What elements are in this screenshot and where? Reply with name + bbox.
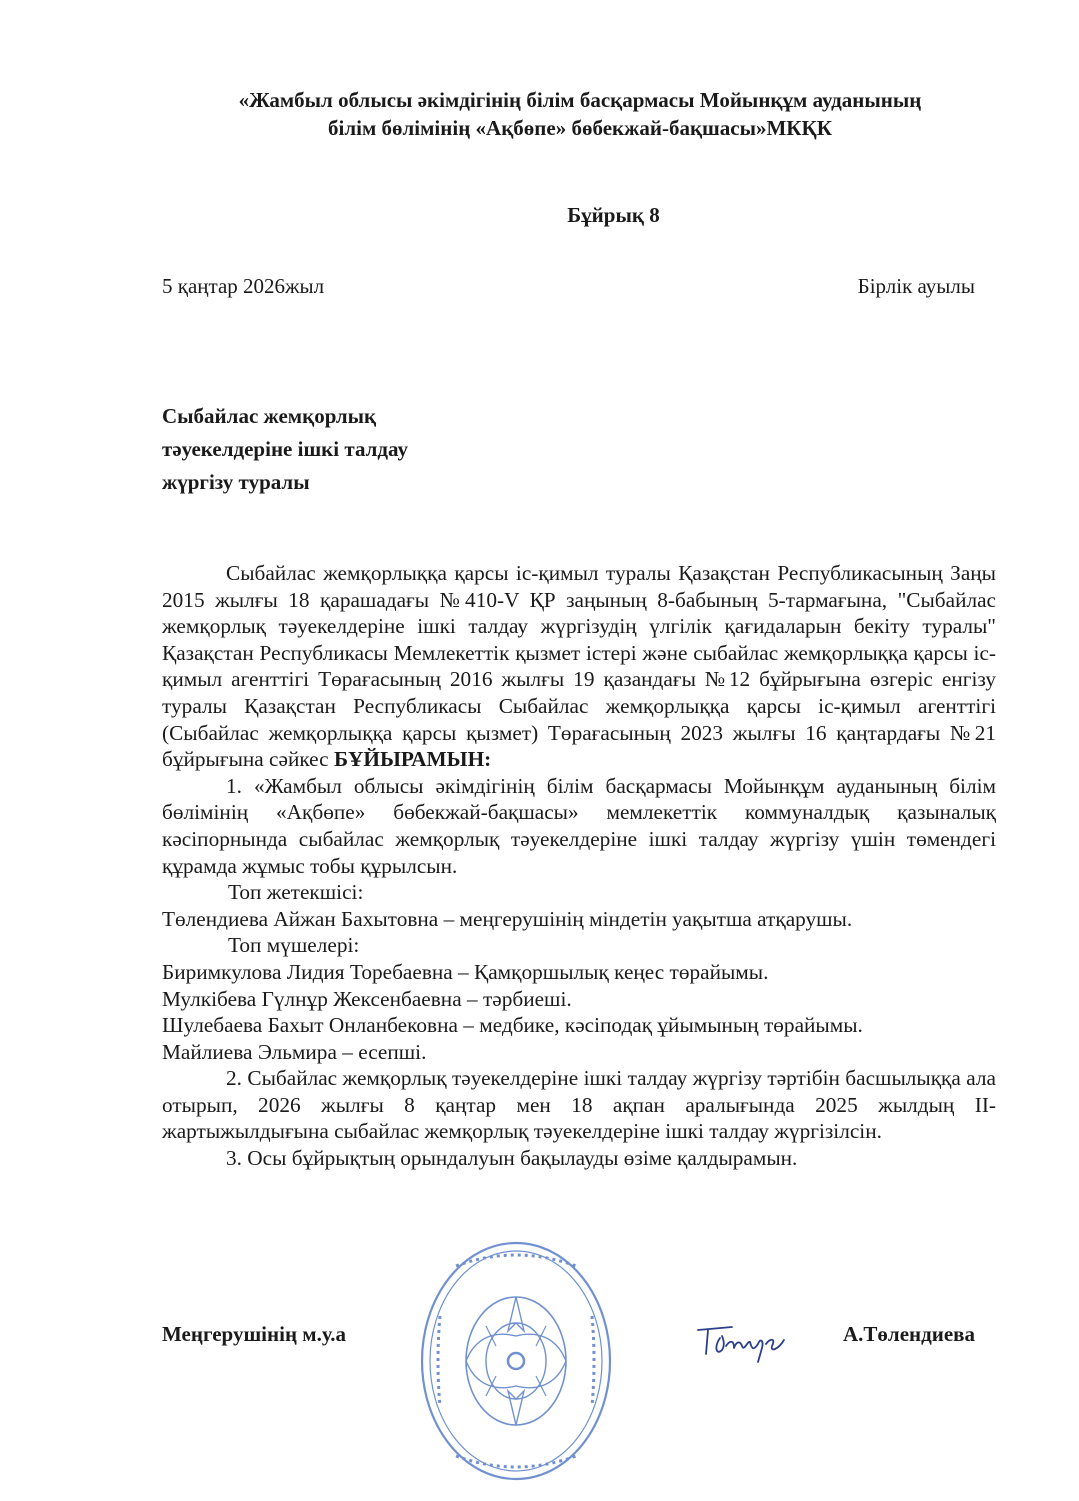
subject-line-1: Сыбайлас жемқорлық [162, 404, 377, 428]
command-word: БҰЙЫРАМЫН: [333, 747, 492, 772]
subject-line-2: тәуекелдеріне ішкі талдау [162, 437, 408, 461]
header-line-2: білім бөлімінің «Ақбөпе» бөбекжай-бақшасы»МКҚК [328, 116, 832, 140]
preamble-text: Сыбайлас жемқорлыққа қарсы іс-қимыл туралы Қазақстан Республикасының Заңы 2015 жылғы 18 қарашадағы №410-V ҚР заңының 8-бабының 5-тармағына, "Сыбайлас жемқорлық тәуекелдеріне ішкі талдау жүргізудің үлгілік қағидаларын бекіту туралы" Қазақстан Республикасы Мемлекеттік қызмет істері және сыбайлас жемқорлыққа қарсы іс-қимыл агенттігі Төрағасының 2016 жылғы 19 қазандағы №12 бұйрығына өзгеріс енгізу туралы Қазақстан Республикасы Сыбайлас жемқорлыққа қарсы іс-қимыл агенттігі (Сыбайлас жемқорлыққа қарсы қызмет) Төрағасының 2023 жылғы 16 қаңтардағы №21 бұйрығына сәйкес [162, 561, 996, 772]
member-entry: Майлиева Эльмира – есепші. [162, 1039, 427, 1064]
member-entry: Мулкібева Гүлнұр Жексенбаевна – тәрбиеші. [162, 986, 572, 1011]
order-date: 5 қаңтар 2026жыл [162, 274, 325, 298]
official-stamp-seal [416, 1236, 616, 1486]
item-2-paragraph: 2. Сыбайлас жемқорлық тәуекелдеріне ішкі талдау жүргізу тәртібін басшылыққа ала отырып, 2026 жылғы 8 қаңтар мен 18 ақпан аралығында 2025 жылдың II-жартыжылдығына сыбайлас жемқорлық тәуекелдеріне ішкі талдау жүргізілсін. [162, 1066, 996, 1144]
order-place: Бірлік ауылы [857, 274, 975, 298]
item-3-paragraph: 3. Осы бұйрықтың орындалуын бақылауды өзіме қалдырамын. [226, 1146, 798, 1171]
order-body [162, 560, 996, 1172]
leader-label: Топ жетекшісі: [228, 880, 364, 905]
subject-line-3: жүргізу туралы [162, 470, 310, 494]
signatory-name: А.Төлендиева [842, 1322, 975, 1346]
member-entry: Биримкулова Лидия Торебаевна – Қамқоршылық кеңес төрайымы. [162, 959, 769, 984]
members-label: Топ мүшелері: [228, 933, 360, 958]
handwritten-signature [692, 1316, 792, 1366]
leader-entry: Төлендиева Айжан Бахытовна – меңгерушінің міндетін уақытша атқарушы. [162, 906, 853, 931]
signatory-position: Меңгерушінің м.у.а [162, 1322, 346, 1346]
order-title: Бұйрық 8 [567, 203, 660, 227]
preamble-paragraph [162, 560, 996, 773]
order-subject [162, 400, 408, 499]
item-1-paragraph: 1. «Жамбыл облысы әкімдігінің білім басқармасы Мойынқұм ауданының білім бөлімінің «Ақбөпе» бөбекжай-бақшасы» мемлекеттік коммуналдық қазыналық кәсіпорнында сыбайлас жемқорлық тәуекелдеріне ішкі талдау жүргізу үшін төмендегі құрамда жұмыс тобы құрылсын. [162, 773, 996, 878]
organization-header [150, 86, 1010, 142]
header-line-1: «Жамбыл облысы әкімдігінің білім басқармасы Мойынқұм ауданының [238, 88, 922, 112]
member-entry: Шулебаева Бахыт Онланбековна – медбике, кәсіподақ ұйымының төрайымы. [162, 1013, 863, 1038]
